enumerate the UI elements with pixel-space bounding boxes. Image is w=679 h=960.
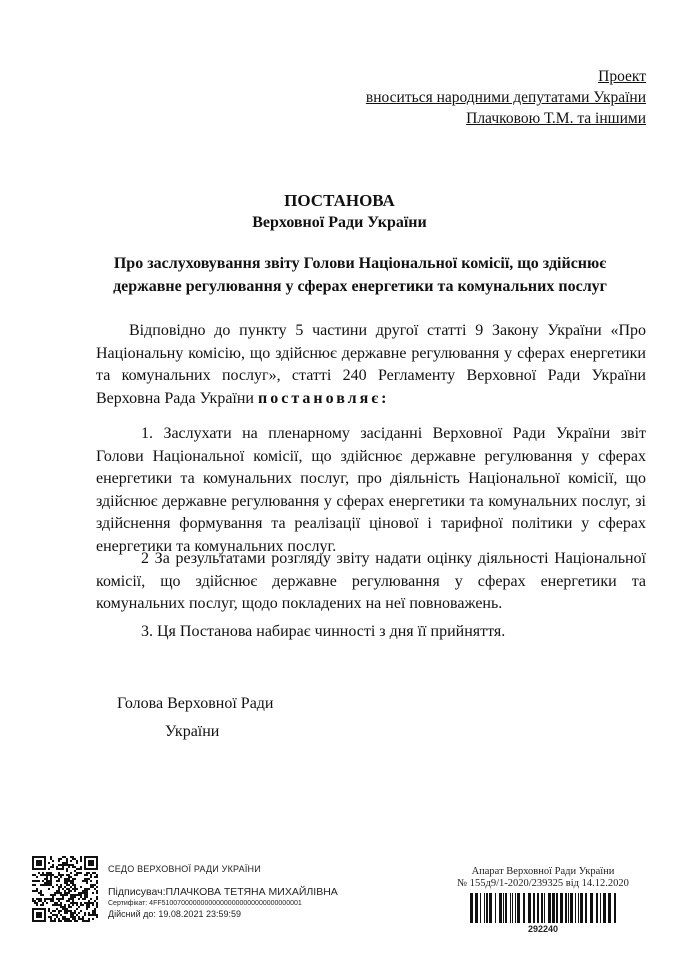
document-subject (60, 252, 660, 298)
signature-line-2: України (165, 723, 220, 740)
submitted-by: вноситься народними депутатами України (365, 89, 646, 106)
item-3-paragraph (96, 621, 646, 644)
barcode-icon (468, 893, 618, 923)
subject-line-1: Про заслуховування звіту Голови Національної комісії, що здійснює (113, 255, 607, 272)
item-3-text: 3. Ця Постанова набирає чинності з дня її прийняття. (141, 623, 506, 640)
footer (0, 850, 679, 960)
item-2-paragraph (96, 548, 646, 616)
apparat-org: Апарат Верховної Ради України (471, 866, 615, 877)
project-header (366, 66, 646, 129)
sedo-signature-stamp (108, 864, 338, 920)
item-1-paragraph (96, 423, 646, 558)
barcode-number: 292240 (527, 924, 559, 934)
title-sub: Верховної Ради України (252, 214, 427, 231)
subject-line-2: державне регулювання у сферах енергетики та комунальних послуг (113, 278, 607, 295)
sedo-certificate: Сертифікат: 4FF510070000000000000000000000000000001 (108, 900, 302, 907)
title-main: ПОСТАНОВА (284, 191, 395, 210)
signature-line-1: Голова Верховної Ради (117, 695, 274, 712)
sedo-valid-until: Дійсний до: 19.08.2021 23:59:59 (108, 909, 241, 919)
resolves-text: постановляє: (258, 389, 390, 407)
preamble-text: Відповідно до пункту 5 частини другої статті 9 Закону України «Про Національну комісію, що здійснює державне регулювання у сферах енергетики та комунальних послуг», статті 240 Регламенту Верховної Ради України Верховна Рада України (96, 322, 646, 407)
item-1-text: 1. Заслухати на пленарному засіданні Верховної Ради України звіт Голови Національної комісії, що здійснює державне регулювання у сферах енергетики та комунальних послуг, про діяльність Національної комісії, що здійснює державне регулювання у сферах енергетики та комунальних послуг, зі здійснення формування та реалізації цінової і тарифної політики у сферах енергетики та комунальних послуг. (96, 425, 646, 555)
authors: Плачковою Т.М. та іншими (466, 110, 646, 127)
registration-number: № 155д9/1-2020/239325 від 14.12.2020 (457, 878, 629, 889)
sedo-org: СЕДО ВЕРХОВНОЇ РАДИ УКРАЇНИ (108, 864, 261, 874)
registration-stamp (453, 866, 633, 934)
project-label: Проект (598, 68, 646, 85)
qr-code-icon (32, 856, 98, 922)
sedo-signer: Підписувач:ПЛАЧКОВА ТЕТЯНА МИХАЙЛІВНА (108, 886, 338, 898)
signature-block (117, 690, 274, 746)
item-2-text: 2 За результатами розгляду звіту надати оцінку діяльності Національної комісії, що здійснює державне регулювання у сферах енергетики та комунальних послуг, щодо покладених на неї повноважень. (96, 550, 646, 612)
preamble-paragraph (96, 320, 646, 410)
document-title (0, 190, 679, 234)
